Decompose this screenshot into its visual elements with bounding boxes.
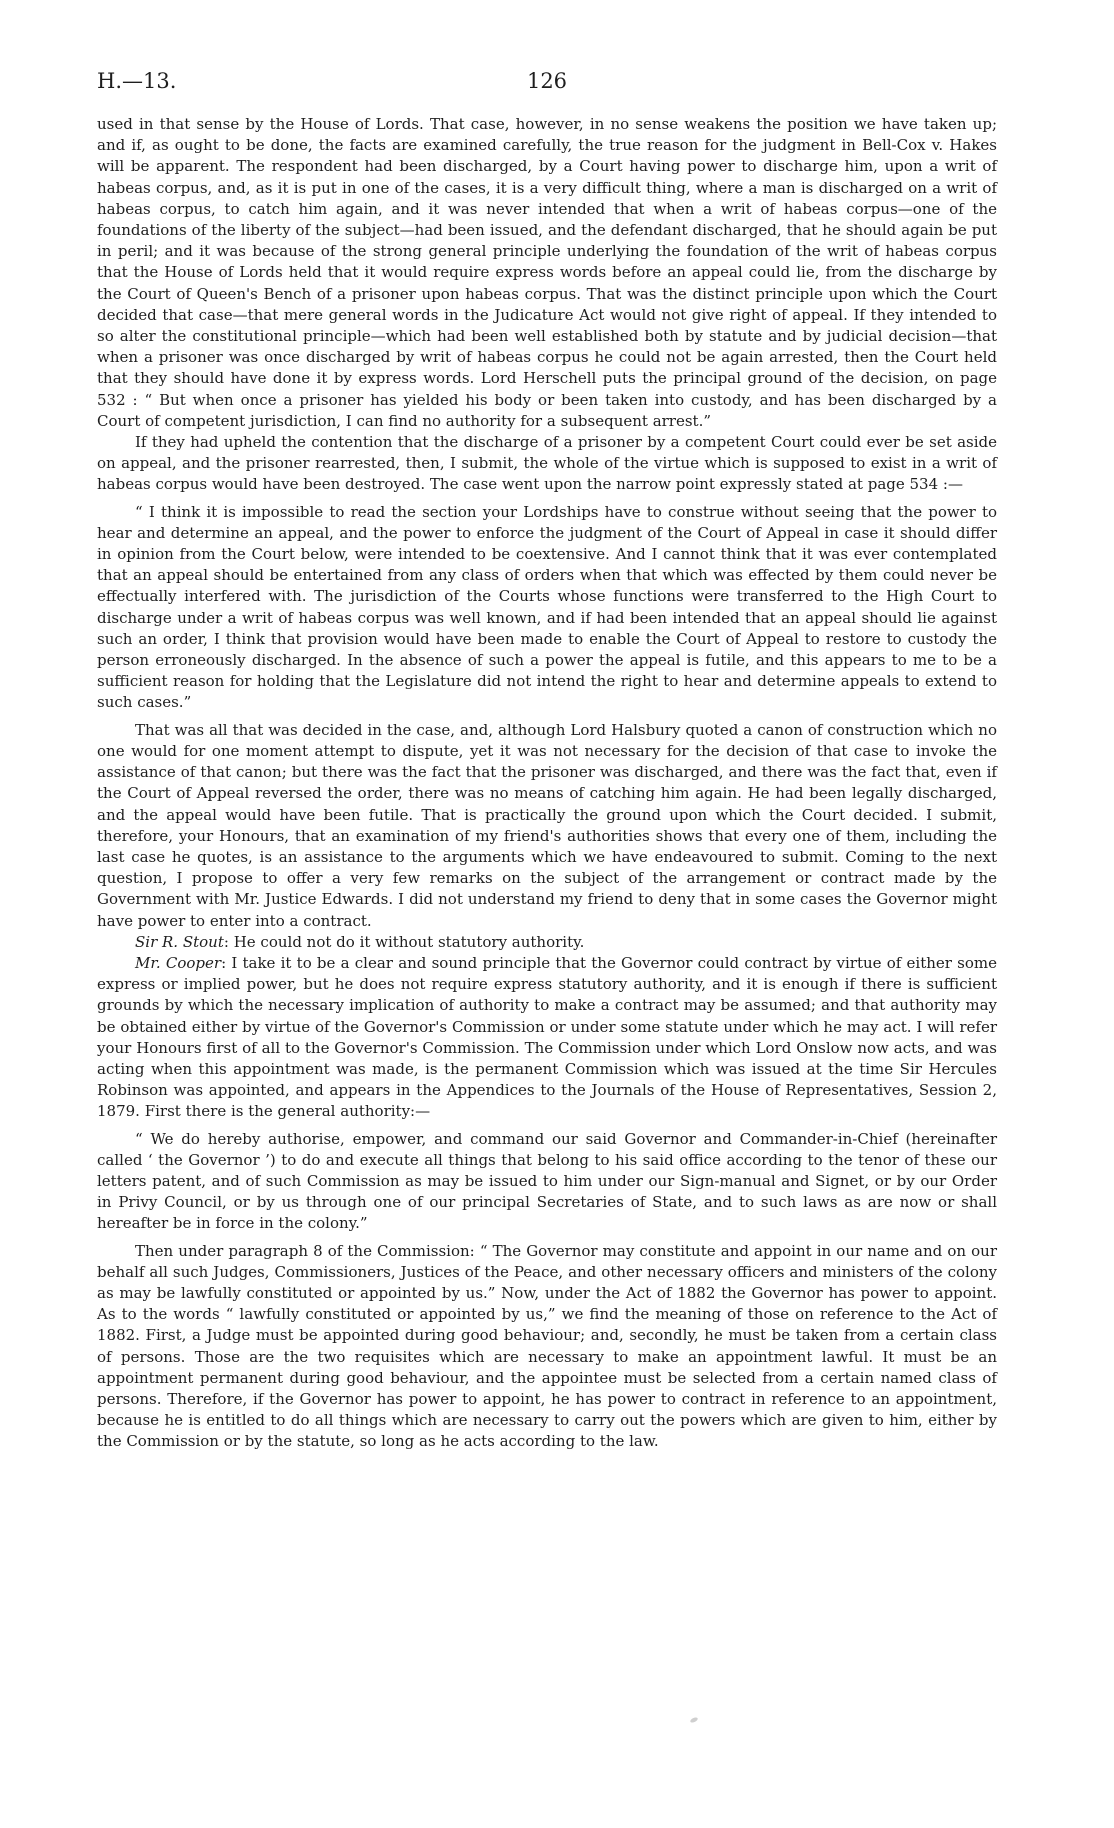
paragraph-3: That was all that was decided in the case, and, although Lord Halsbury quoted a canon of construction which no one would for one moment attempt to dispute, yet it was not necessary for the decision of that case to invoke the assistance of that canon; but there was the fact that the prisoner was discharged, and there was the fact that, even if the Court of Appeal reversed the order, there was no means of catching him again. He had been legally discharged, and the appeal would have been futile. That is practically the ground upon which the Court decided. I submit, therefore, your Honours, that an examination of my friend's authorities shows that every one of them, including the last case he quotes, is an assistance to the arguments which we have endeavoured to submit. Coming to the next question, I propose to offer a very few remarks on the subject of the arrangement or contract made by the Government with Mr. Justice Edwards. I did not understand my friend to deny that in some cases the Governor might have power to enter into a contract. xyxy=(97,720,997,930)
page-header xyxy=(97,66,997,96)
document-page xyxy=(97,66,997,1453)
ink-smudge-mark xyxy=(690,1716,699,1723)
document-code: H.—13. xyxy=(97,69,177,93)
document-body xyxy=(97,114,997,1453)
quotation-2: “ We do hereby authorise, empower, and command our said Governor and Commander-in-Chief (hereinafter called ‘ the Governor ’) to do and execute all things that belong to his said office according to the tenor of these our letters patent, and of such Commission as may be issued to him under our Sign-manual and Signet, or by our Order in Privy Council, or by us through one of our principal Secretaries of State, and to such laws as are now or shall hereafter be in force in the colony.” xyxy=(97,1129,997,1233)
quotation-1: “ I think it is impossible to read the section your Lordships have to construe without seeing that the power to hear and determine an appeal, and the power to enforce the judgment of the Court of Appeal in case it should differ in opinion from the Court below, were intended to be coextensive. And I cannot think that it was ever contemplated that an appeal should be entertained from any class of orders when that which was effected by them could never be effectually interfered with. The jurisdiction of the Courts whose functions were transferred to the High Court to discharge under a writ of habeas corpus was well known, and if had been intended that an appeal should lie against such an order, I think that provision would have been made to enable the Court of Appeal to restore to custody the person erroneously discharged. In the absence of such a power the appeal is futile, and this appears to me to be a sufficient reason for holding that the Legislature did not intend the right to hear and determine appeals to extend to such cases.” xyxy=(97,502,997,712)
speaker-text-cooper: : I take it to be a clear and sound principle that the Governor could contract by virtue of either some express or implied power, but he does not require express statutory authority, and it is enough if there is sufficient grounds by which the necessary implication of authority to make a contract may be assumed; and that authority may be obtained either by virtue of the Governor's Commission or under some statute under which he may act. I will refer your Honours first of all to the Governor's Commission. The Commission under which Lord Onslow now acts, and was acting when this appointment was made, is the permanent Commission which was issued at the time Sir Hercules Robinson was appointed, and appears in the Appendices to the Journals of the House of Representatives, Session 2, 1879. First there is the general authority:— xyxy=(97,953,998,1121)
speaker-name-cooper: Mr. Cooper xyxy=(135,953,222,972)
speaker-cooper-paragraph xyxy=(97,953,997,1123)
speaker-text-stout: : He could not do it without statutory authority. xyxy=(223,932,585,951)
speaker-name-stout: Sir R. Stout xyxy=(135,932,224,951)
page-number: 126 xyxy=(526,69,568,93)
final-paragraph: Then under paragraph 8 of the Commission: “ The Governor may constitute and appoint in our name and on our behalf all such Judges, Commissioners, Justices of the Peace, and other necessary officers and ministers of the colony as may be lawfully constituted or appointed by us.” Now, under the Act of 1882 the Governor has power to appoint. As to the words “ lawfully constituted or appointed by us,” we find the meaning of those on reference to the Act of 1882. First, a Judge must be appointed during good behaviour; and, secondly, he must be taken from a certain class of persons. Those are the two requisites which are necessary to make an appointment lawful. It must be an appointment permanent during good behaviour, and the appointee must be selected from a certain named class of persons. Therefore, if the Governor has power to appoint, he has power to contract in reference to an appointment, because he is entitled to do all things which are necessary to carry out the powers which are given to him, either by the Commission or by the statute, so long as he acts according to the law. xyxy=(97,1241,997,1451)
paragraph-1: used in that sense by the House of Lords. That case, however, in no sense weakens the position we have taken up; and if, as ought to be done, the facts are examined carefully, the true reason for the judgment in Bell-Cox v. Hakes will be apparent. The respondent had been discharged, by a Court having power to discharge him, upon a writ of habeas corpus, and, as it is put in one of the cases, it is a very difficult thing, where a man is discharged on a writ of habeas corpus, to catch him again, and it was never intended that when a writ of habeas corpus—one of the foundations of the liberty of the subject—had been issued, and the defendant discharged, that he should again be put in peril; and it was because of the strong general principle underlying the foundation of the writ of habeas corpus that the House of Lords held that it would require express words before an appeal could lie, from the discharge by the Court of Queen's Bench of a prisoner upon habeas corpus. That was the distinct principle upon which the Court decided that case—that mere general words in the Judicature Act would not give right of appeal. If they intended to so alter the constitutional principle—which had been well established both by statute and by judicial decision—that when a prisoner was once discharged by writ of habeas corpus he could not be again arrested, then the Court held that they should have done it by express words. Lord Herschell puts the principal ground of the decision, on page 532 : “ But when once a prisoner has yielded his body or been taken into custody, and has been discharged by a Court of competent jurisdiction, I can find no authority for a subsequent arrest.” xyxy=(97,115,997,430)
paragraph-2: If they had upheld the contention that the discharge of a prisoner by a competent Court could ever be set aside on appeal, and the prisoner rearrested, then, I submit, the whole of the virtue which is supposed to exist in a writ of habeas corpus would have been destroyed. The case went upon the narrow point expressly stated at page 534 :— xyxy=(97,433,997,494)
speaker-stout-paragraph xyxy=(97,932,997,953)
